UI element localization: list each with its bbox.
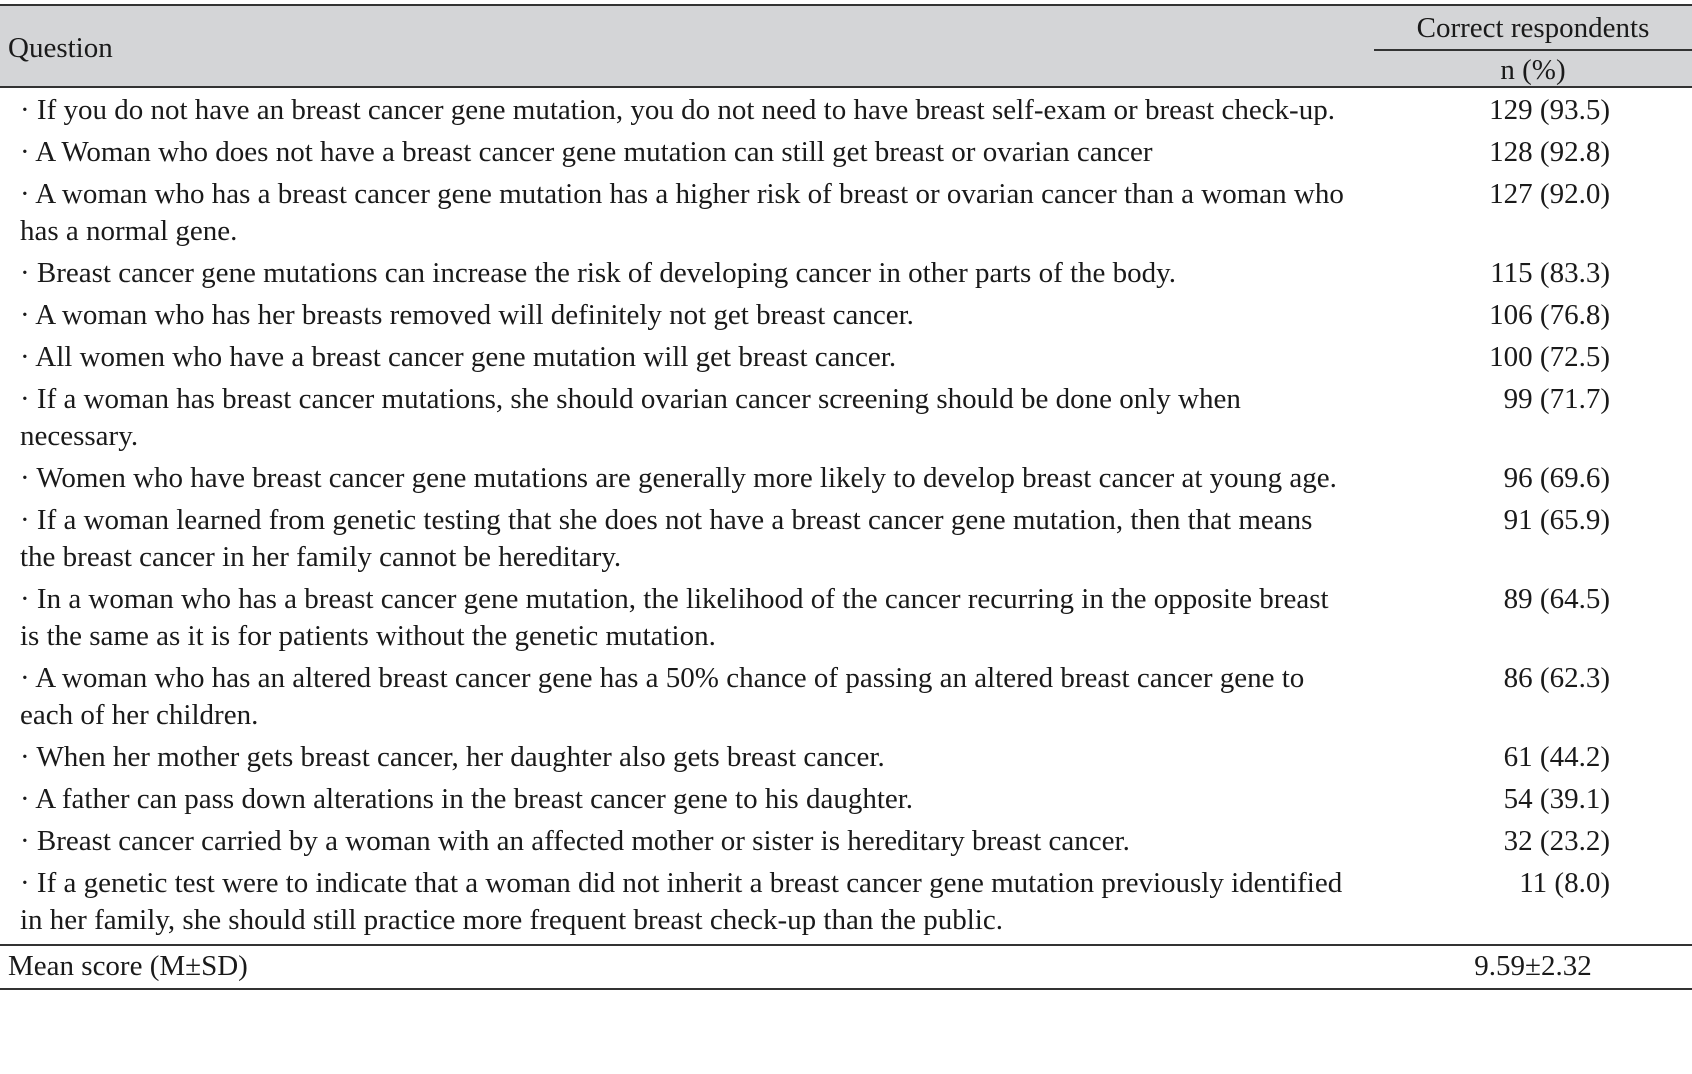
table-row	[0, 781, 1692, 818]
mean-score-row	[0, 944, 1692, 990]
knowledge-table	[0, 4, 1692, 990]
respondents-value: 128 (92.8)	[1489, 136, 1610, 168]
question-text: · When her mother gets breast cancer, her daughter also gets breast cancer.	[20, 741, 885, 773]
respondents-value: 99 (71.7)	[1503, 383, 1610, 415]
table-row	[0, 865, 1692, 939]
respondents-value: 11 (8.0)	[1519, 867, 1610, 899]
respondents-value: 127 (92.0)	[1489, 178, 1610, 210]
table-header	[0, 4, 1692, 88]
respondents-value: 91 (65.9)	[1503, 504, 1610, 536]
table-row	[0, 660, 1692, 734]
respondents-value: 86 (62.3)	[1503, 662, 1610, 694]
question-text: · If you do not have an breast cancer gene mutation, you do not need to have breast self-exam or breast check-up.	[20, 94, 1335, 126]
table-body	[0, 88, 1692, 939]
respondents-value: 89 (64.5)	[1503, 583, 1610, 615]
respondents-value: 61 (44.2)	[1503, 741, 1610, 773]
question-text: · A woman who has her breasts removed will definitely not get breast cancer.	[20, 299, 914, 331]
table-row	[0, 581, 1692, 655]
question-text: · If a genetic test were to indicate that a woman did not inherit a breast cancer gene mutation previously identified in her family, she should still practice more frequent breast check-up than the public.	[20, 867, 1343, 936]
respondents-value: 115 (83.3)	[1490, 257, 1610, 289]
question-text: · A Woman who does not have a breast cancer gene mutation can still get breast or ovarian cancer	[20, 136, 1153, 168]
table-row	[0, 92, 1692, 129]
table-row	[0, 297, 1692, 334]
n-percent-header: n (%)	[1500, 54, 1566, 86]
question-column-header: Question	[8, 32, 113, 64]
table-row	[0, 176, 1692, 250]
header-divider	[1374, 49, 1692, 51]
table-row	[0, 460, 1692, 497]
question-text: · Breast cancer gene mutations can increase the risk of developing cancer in other parts of the body.	[20, 257, 1177, 289]
question-text: · A father can pass down alterations in the breast cancer gene to his daughter.	[20, 783, 914, 815]
question-text: · If a woman has breast cancer mutations, she should ovarian cancer screening should be done only when necessary.	[20, 383, 1241, 452]
correct-respondents-header: Correct respondents	[1416, 12, 1650, 44]
respondents-value: 100 (72.5)	[1489, 341, 1610, 373]
question-text: · In a woman who has a breast cancer gene mutation, the likelihood of the cancer recurring in the opposite breast is the same as it is for patients without the genetic mutation.	[20, 583, 1329, 652]
table-row	[0, 134, 1692, 171]
table-row	[0, 339, 1692, 376]
table-row	[0, 381, 1692, 455]
respondents-value: 54 (39.1)	[1503, 783, 1610, 815]
table-row	[0, 502, 1692, 576]
question-text: · A woman who has an altered breast cancer gene has a 50% chance of passing an altered breast cancer gene to each of her children.	[20, 662, 1305, 731]
table-row	[0, 739, 1692, 776]
respondents-value: 96 (69.6)	[1503, 462, 1610, 494]
respondents-value: 129 (93.5)	[1489, 94, 1610, 126]
question-text: · If a woman learned from genetic testing that she does not have a breast cancer gene mutation, then that means the breast cancer in her family cannot be hereditary.	[20, 504, 1313, 573]
table-row	[0, 823, 1692, 860]
respondents-value: 106 (76.8)	[1489, 299, 1610, 331]
mean-score-label: Mean score (M±SD)	[8, 950, 248, 982]
question-text: · All women who have a breast cancer gene mutation will get breast cancer.	[20, 341, 897, 373]
respondents-value: 32 (23.2)	[1503, 825, 1610, 857]
question-text: · A woman who has a breast cancer gene mutation has a higher risk of breast or ovarian cancer than a woman who has a normal gene.	[20, 178, 1344, 247]
question-text: · Breast cancer carried by a woman with an affected mother or sister is hereditary breast cancer.	[20, 825, 1130, 857]
question-text: · Women who have breast cancer gene mutations are generally more likely to develop breast cancer at young age.	[20, 462, 1337, 494]
table-row	[0, 255, 1692, 292]
mean-score-value: 9.59±2.32	[1474, 950, 1592, 982]
